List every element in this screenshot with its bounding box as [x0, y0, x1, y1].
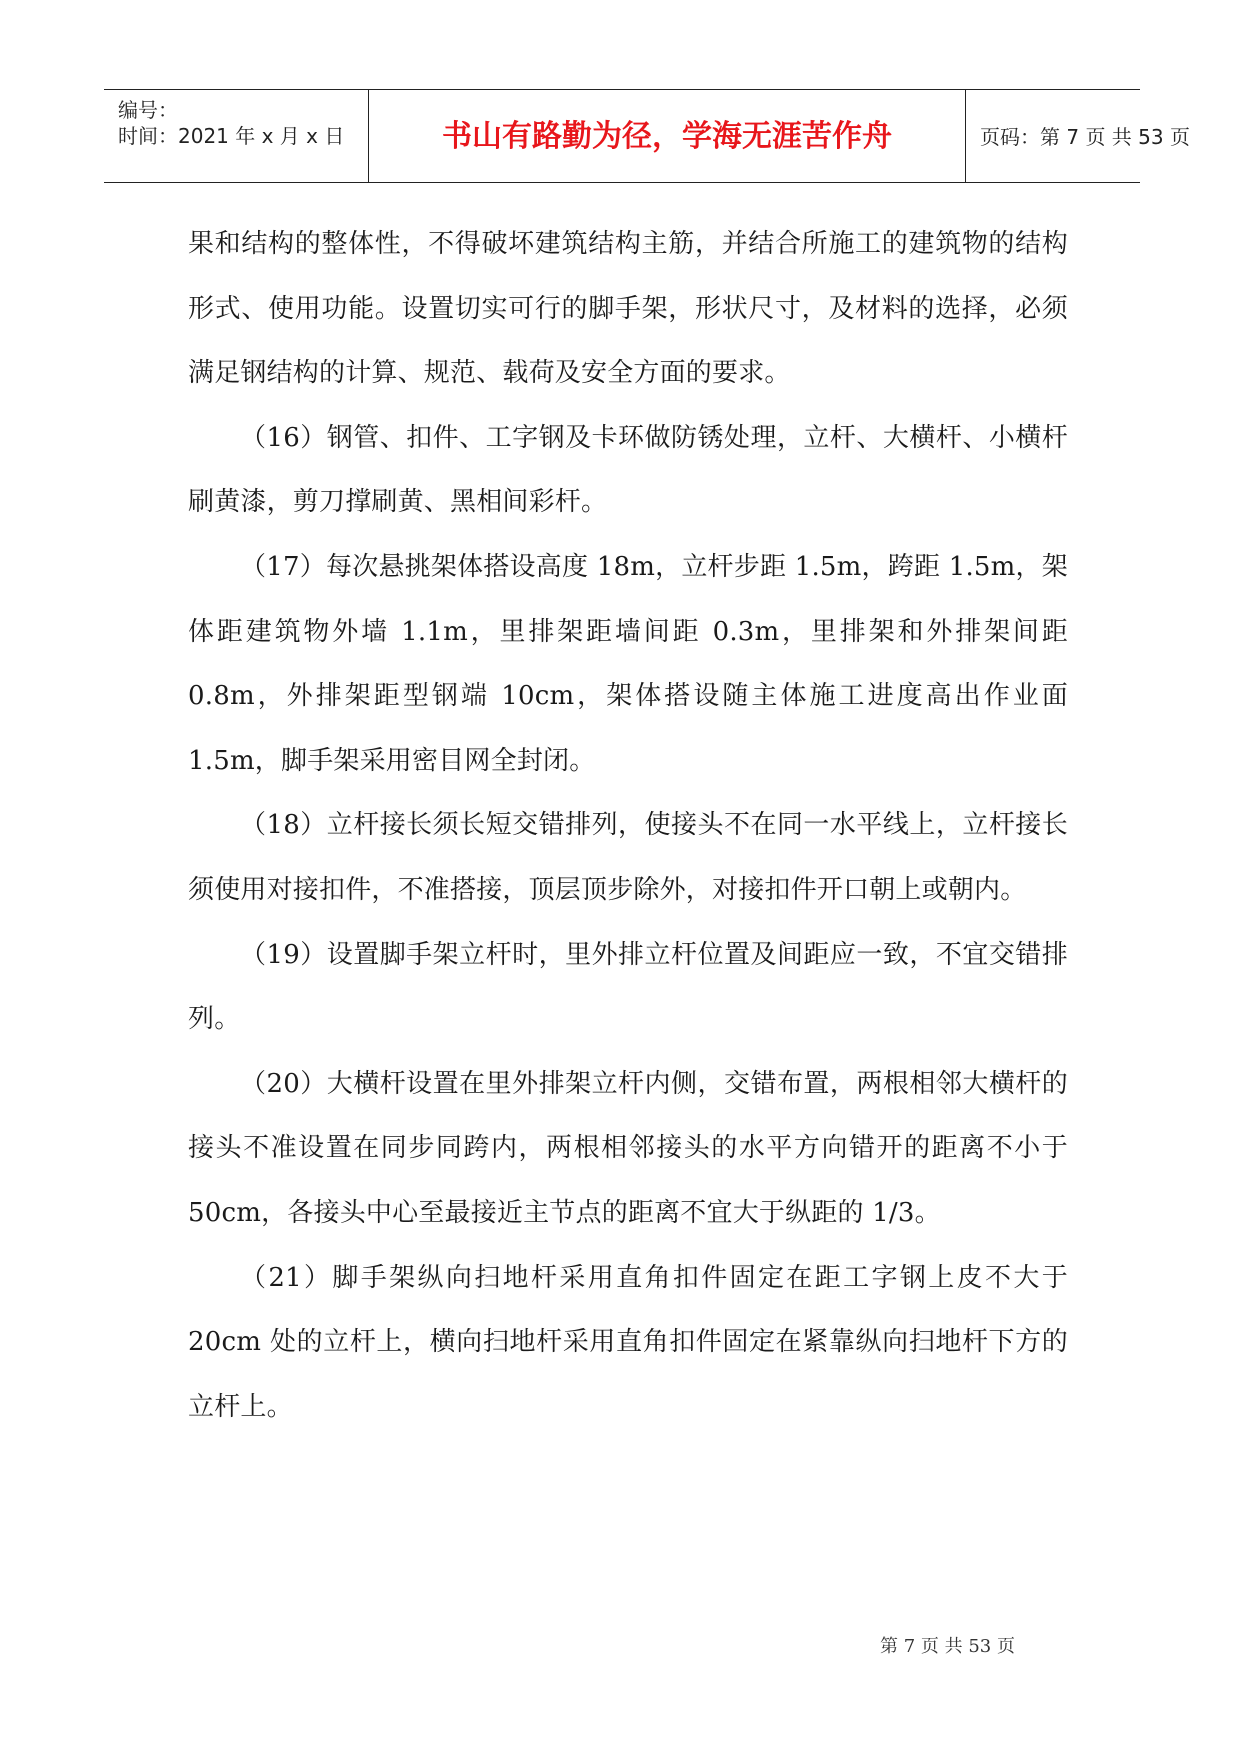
- header-meta: [104, 90, 369, 182]
- header-page-info: 页码：第 7 页 共 53 页: [980, 125, 1190, 149]
- paragraph-20: （20）大横杆设置在里外排架立杆内侧，交错布置，两根相邻大横杆的接头不准设置在同步同跨内，两根相邻接头的水平方向错开的距离不小于 50cm，各接头中心至最接近主节点的距离不宜大于纵距的 1/3。: [188, 1068, 1068, 1228]
- header-motto: 书山有路勤为径，学海无涯苦作舟: [369, 90, 966, 182]
- paragraph-18: （18）立杆接长须长短交错排列，使接头不在同一水平线上，立杆接长须使用对接扣件，不准搭接，顶层顶步除外，对接扣件开口朝上或朝内。: [188, 810, 1068, 905]
- paragraph-17: （17）每次悬挑架体搭设高度 18m，立杆步距 1.5m，跨距 1.5m，架体距建筑物外墙 1.1m，里排架距墙间距 0.3m，里排架和外排架间距 0.8m，外排架距型钢端 10cm，架体搭设随主体施工进度高出作业面 1.5m，脚手架采用密目网全封闭。: [188, 551, 1068, 776]
- paragraph-continuation: 果和结构的整体性，不得破坏建筑结构主筋，并结合所施工的建筑物的结构形式、使用功能。设置切实可行的脚手架，形状尺寸，及材料的选择，必须满足钢结构的计算、规范、载荷及安全方面的要求。: [188, 229, 1068, 389]
- paragraph-19: （19）设置脚手架立杆时，里外排立杆位置及间距应一致，不宜交错排列。: [188, 939, 1068, 1035]
- date-label: 时间：2021 年 x 月 x 日: [118, 124, 345, 148]
- page-footer: 第 7 页 共 53 页: [880, 1636, 1015, 1657]
- document-body: [188, 212, 1068, 1439]
- paragraph-16: （16）钢管、扣件、工字钢及卡环做防锈处理，立杆、大横杆、小横杆刷黄漆，剪刀撑刷黄、黑相间彩杆。: [188, 422, 1068, 518]
- paragraph-21: （21）脚手架纵向扫地杆采用直角扣件固定在距工字钢上皮不大于 20cm 处的立杆上，横向扫地杆采用直角扣件固定在紧靠纵向扫地杆下方的立杆上。: [188, 1262, 1068, 1422]
- serial-number-label: 编号：: [118, 98, 178, 122]
- page-header: [104, 89, 1190, 183]
